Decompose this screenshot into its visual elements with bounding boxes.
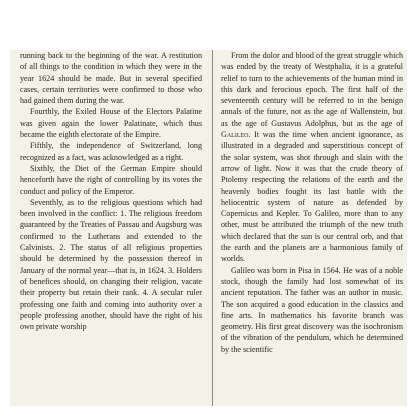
right-column: [221, 50, 403, 355]
paragraph: Seventhly, as to the religious questions which had been involved in the conflict: 1. The religious freedom guaranteed by the Treaties of Passau and Augsburg was confirmed to the Lutherans and extended to the Calvinists. 2. The status of all religious properties should be determined by the possession thereof in January of the normal year—that is, in 1624. 3. Holders of benefices should, on changing their religion, vacate their property but retain their rank. 4. A secular ruler professing one faith and coming into authority over a people professing another, should have the right of his own private worship: [20, 197, 202, 332]
galileo-smallcaps: Galileo: [221, 130, 249, 140]
book-page: [10, 50, 407, 406]
paragraph: Fifthly, the independence of Switzerland, long recognized as a fact, was acknowledged as a right.: [20, 141, 202, 162]
column-divider: [212, 50, 213, 406]
paragraph: running back to the beginning of the war. A restitution of all things to the condition in which they were in the year 1624 should be made. But in several specified cases, certain territories were confirmed to those who had gained them during the war.: [20, 51, 202, 106]
paragraph-text-continued: . It was the time when ancient ignorance, as illustrated in a degraded and superstitious concept of the solar system, was shot through and slain with the arrow of light. Now it was that the crude theory of Ptolemy respecting the relations of the earth and the heavenly bodies fought its last battle with the heliocentric system of nature as defended by Copernicus and Kepler. To Galileo, more than to any other, must be attributed the triumph of the new truth which declared that the sun is our central orb, and that the earth and the planets are a harmonious family of worlds.: [221, 130, 403, 264]
left-column: [20, 50, 202, 332]
paragraph: Galileo was born in Pisa in 1564. He was of a noble stock, though the family had lost somewhat of its ancient reputation. The father was an author in music. The son acquired a good education in the classics and fine arts. In mathematics his favorite branch was geometry. His first great discovery was the isochronism of the vibration of the pendulum, which he determined by the scientific: [221, 265, 403, 354]
paragraph: Sixthly, the Diet of the German Empire should henceforth have the right of controlling by its votes the conduct and policy of the Emperor.: [20, 163, 202, 196]
paragraph: Fourthly, the Exiled House of the Electors Palatine was given again the lower Palatinate, which thus became the eighth electorate of the Empire.: [20, 107, 202, 140]
paragraph: [221, 50, 403, 265]
paragraph-text: From the dolor and blood of the great struggle which was ended by the treaty of Westphalia, it is a grateful relief to turn to the achievements of the human mind in this dark and ferocious epoch. The first half of the seventeenth century will be referred to in the benign annals of the future, not as the age of Wallenstein, but as the age of Gustavus Adolphus, but as the age of: [221, 51, 403, 128]
